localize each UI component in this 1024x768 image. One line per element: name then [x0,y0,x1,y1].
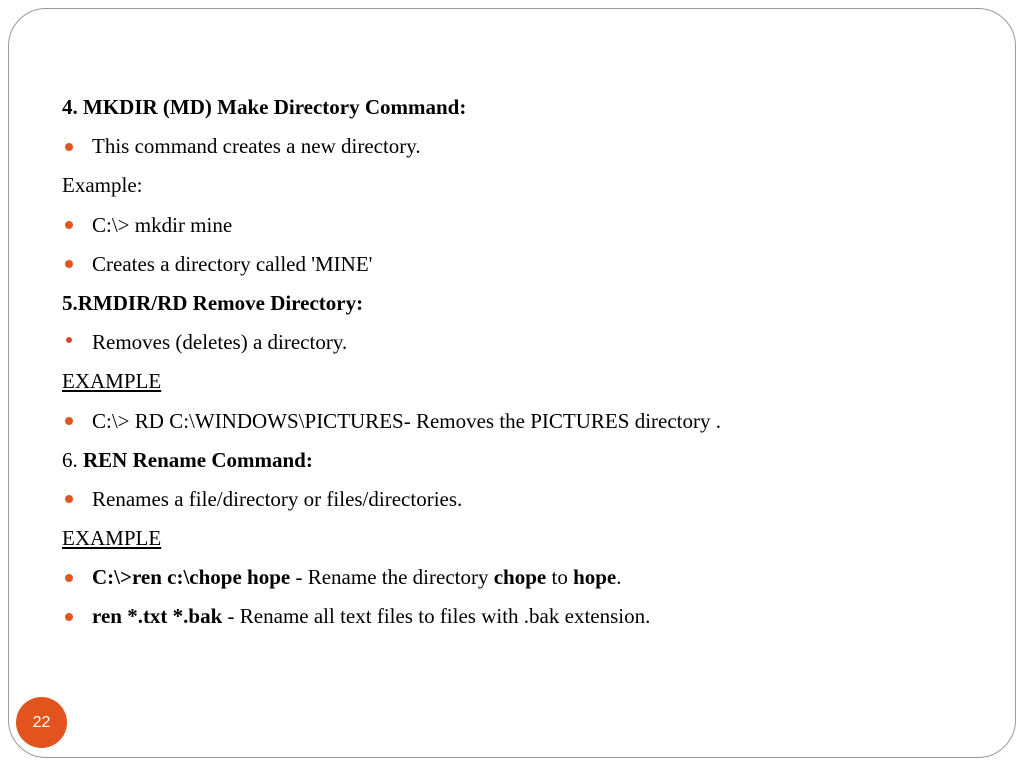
list-item [62,597,982,636]
bullet-icon [65,143,73,151]
ren-example-label: EXAMPLE [62,526,162,551]
ren-example1-to: to [546,565,574,590]
slide-content [62,88,982,637]
bullet-icon [65,574,73,582]
rmdir-example-command: C:\> RD C:\WINDOWS\PICTURES- Removes the PICTURES directory . [92,408,721,433]
bullet-icon [66,337,72,343]
ren-example1-text: - Rename the directory [290,565,494,590]
bullet-icon [65,613,73,621]
list-item [62,480,982,519]
ren-example1-period: . [616,565,622,590]
bullet-icon [65,417,73,425]
mkdir-description: This command creates a new directory. [92,134,421,159]
list-item [62,206,982,245]
ren-example1-old-name: chope [493,565,547,590]
list-item [62,558,982,597]
mkdir-heading-text: 4. MKDIR (MD) Make Directory Command: [62,95,467,119]
rmdir-description: Removes (deletes) a directory. [92,330,348,355]
ren-heading-number: 6. [62,447,83,472]
ren-description: Renames a file/directory or files/directories. [92,486,463,511]
bullet-icon [65,495,73,503]
list-item [62,323,982,362]
page-number-badge [16,697,67,748]
ren-example1-new-name: hope [573,565,617,590]
ren-heading [62,441,982,480]
mkdir-example-label: Example: [62,173,143,198]
bullet-icon [65,221,73,229]
rmdir-heading-text: 5.RMDIR/RD Remove Directory: [62,290,364,315]
ren-example2-command: ren *.txt *.bak [92,604,223,629]
rmdir-example-label: EXAMPLE [62,369,162,394]
rmdir-heading [62,284,982,323]
list-item [62,402,982,441]
ren-example1-command: C:\>ren c:\chope hope [92,565,291,590]
list-item [62,127,982,166]
ren-heading-text: REN Rename Command: [83,447,313,472]
page-number: 22 [32,713,51,731]
bullet-icon [65,260,73,268]
ren-example2-text: - Rename all text files to files with .bak extension. [222,604,651,629]
mkdir-heading [62,88,982,127]
list-item [62,245,982,284]
mkdir-example-command: C:\> mkdir mine [92,212,233,237]
mkdir-example-result: Creates a directory called 'MINE' [92,251,373,276]
